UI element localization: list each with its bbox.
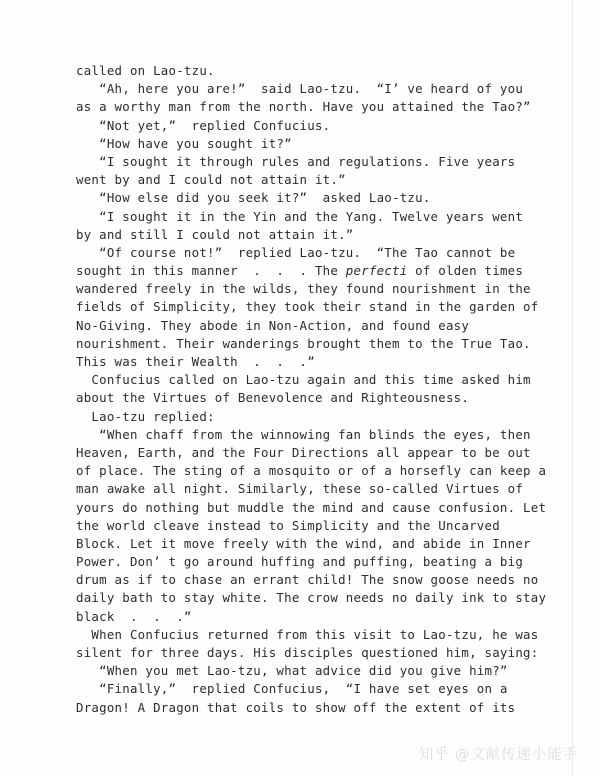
text-line: “I sought it in the Yin and the Yang. Twelve years went	[76, 208, 524, 224]
text-line: about the Virtues of Benevolence and Righteousness.	[76, 390, 470, 406]
text-line: drum as if to chase an errant child! The snow goose needs no	[76, 572, 539, 588]
text-line: “Ah, here you are!” said Lao-tzu. “I’ ve heard of you	[76, 81, 524, 97]
watermark: 知乎 @文献传递小能手	[418, 747, 578, 763]
text-line: called on Lao-tzu.	[76, 63, 215, 78]
text-line: daily bath to stay white. The crow needs no daily ink to stay	[76, 590, 547, 606]
scan-edge-line	[572, 0, 573, 776]
text-line: nourishment. Their wanderings brought them to the True Tao.	[76, 335, 531, 351]
text-line: as a worthy man from the north. Have you attained the Tao?”	[76, 99, 531, 115]
text-line: sought in this manner . . . The perfecti of olden times	[76, 263, 524, 279]
text-line: This was their Wealth . . .”	[76, 354, 315, 369]
text-line: “How have you sought it?”	[76, 135, 292, 151]
text-line: the world cleave instead to Simplicity and the Uncarved	[76, 517, 500, 533]
text-line: wandered freely in the wilds, they found nourishment in the	[76, 281, 531, 297]
text-line: of place. The sting of a mosquito or of a horsefly can keep a	[76, 463, 547, 479]
text-line: “Of course not!” replied Lao-tzu. “The Tao cannot be	[76, 244, 516, 260]
text-line: “When you met Lao-tzu, what advice did you give him?”	[76, 663, 508, 679]
text-line: Block. Let it move freely with the wind, and abide in Inner	[76, 535, 531, 551]
text-line: When Confucius returned from this visit to Lao-tzu, he was	[76, 626, 539, 642]
text-line: “When chaff from the winnowing fan blinds the eyes, then	[76, 426, 531, 442]
text-line: yours do nothing but muddle the mind and cause confusion. Let	[76, 499, 547, 515]
text-line: “Not yet,” replied Confucius.	[76, 117, 331, 133]
text-line: Power. Don’ t go around huffing and puffing, beating a big	[76, 554, 524, 570]
page-body-text	[76, 62, 547, 717]
text-line: “Finally,” replied Confucius, “I have set eyes on a	[76, 681, 508, 697]
text-line: “How else did you seek it?” asked Lao-tzu.	[76, 190, 431, 206]
text-line: black . . .”	[76, 608, 192, 624]
text-line: silent for three days. His disciples questioned him, saying:	[76, 645, 539, 660]
text-line: Dragon! A Dragon that coils to show off the extent of its	[76, 699, 516, 715]
text-line: No-Giving. They abode in Non-Action, and found easy	[76, 317, 470, 333]
text-line: Confucius called on Lao-tzu again and this time asked him	[76, 372, 531, 388]
text-line: fields of Simplicity, they took their stand in the garden of	[76, 299, 539, 315]
text-line: man awake all night. Similarly, these so-called Virtues of	[76, 481, 524, 497]
text-line: Lao-tzu replied:	[76, 408, 215, 424]
text-line: by and still I could not attain it.”	[76, 226, 354, 242]
text-line: went by and I could not attain it.”	[76, 172, 346, 188]
text-line: Heaven, Earth, and the Four Directions all appear to be out	[76, 444, 531, 460]
text-line: “I sought it through rules and regulations. Five years	[76, 153, 516, 169]
